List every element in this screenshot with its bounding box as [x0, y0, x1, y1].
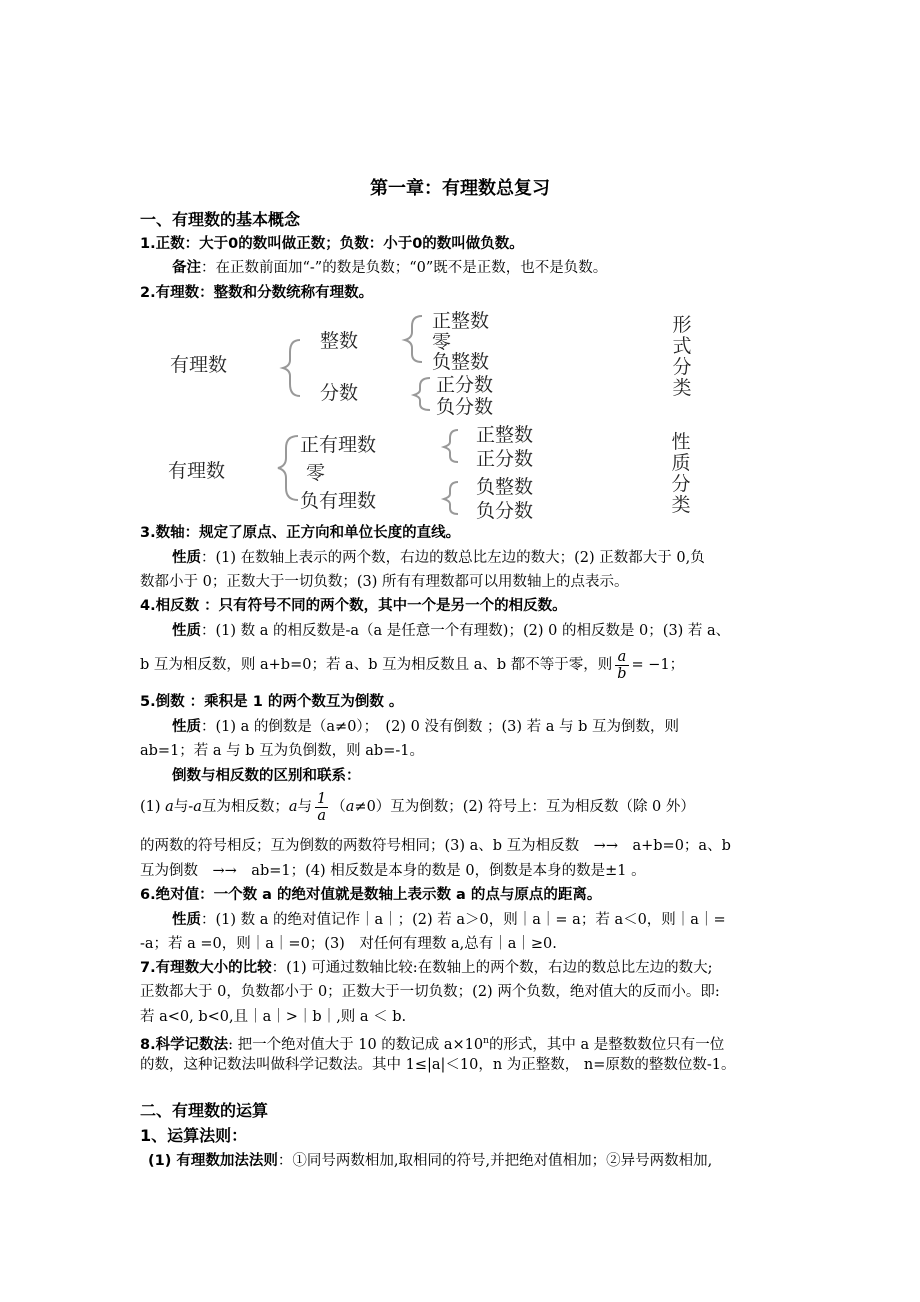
text: 规定了原点、正方向和单位长度的直线。: [199, 525, 461, 541]
difference-line-2: 的两数的符号相反；互为倒数的两数符号相同；(3) a、b 互为相反数 →→ a+b=0；a、b: [140, 838, 731, 854]
label: 4.相反数 ：: [140, 598, 219, 614]
difference-line-1: [140, 790, 695, 824]
label: 3.数轴：: [140, 525, 200, 541]
text: : 把一个绝对值大于 10 的数记成 a×10: [228, 1036, 484, 1053]
fraction-a-over-b: [615, 649, 628, 682]
comparison-line-3: 若 a<0, b<0,且｜a｜>｜b｜,则 a ＜ b.: [140, 1009, 407, 1025]
diagram2-zero: 零: [306, 462, 326, 484]
number-line-property-1: [172, 548, 705, 568]
diagram2-negative-rational: 负有理数: [300, 490, 377, 512]
label: 6.绝对值：: [140, 887, 214, 903]
text: 与-: [173, 799, 194, 815]
var-a: a: [165, 799, 174, 815]
denominator: b: [617, 665, 627, 682]
denominator: a: [317, 807, 326, 824]
comparison-line-2: 正数都大于 0，负数都小于 0；正数大于一切负数；(2) 两个负数，绝对值大的反而小。即:: [140, 984, 720, 1000]
diagram1-side-label: 形式分类: [672, 314, 692, 399]
property-text: b 互为相反数，则 a+b=0；若 a、b 互为相反数且 a、b 都不等于零，则: [140, 657, 613, 673]
label: 8.科学记数法: [140, 1036, 229, 1053]
number-line-property-2: 数都小于 0；正数大于一切负数；(3) 所有有理数都可以用数轴上的点表示。: [140, 574, 629, 590]
text: 与: [297, 799, 313, 815]
difference-line-3: 互为倒数 →→ ab=1；(4) 相反数是本身的数是 0，倒数是本身的数是±1 。: [140, 863, 646, 879]
property-label: 性质: [172, 912, 201, 928]
paragraph-scientific-notation: [140, 1031, 724, 1055]
exponent: n: [483, 1036, 489, 1046]
opposite-property-1: [172, 621, 730, 641]
property-label: 性质: [172, 550, 201, 566]
numerator: a: [615, 649, 628, 666]
text: 乘积是 1 的两个数互为倒数 。: [204, 694, 404, 710]
diagram2-positive-integer: 正整数: [476, 424, 534, 446]
text: ：(1) 可通过数轴比较:在数轴上的两个数，右边的数总比左边的数大;: [271, 960, 713, 976]
absolute-property-2: -a；若 a =0，则｜a｜=0；(3) 对任何有理数 a,总有｜a｜≥0.: [140, 936, 557, 952]
label: (1) 有理数加法法则: [148, 1153, 278, 1169]
paragraph-comparison: [140, 958, 713, 978]
diagram1-fraction: 分数: [320, 382, 359, 404]
diagram2-positive-rational: 正有理数: [300, 434, 377, 456]
diagram1-negative-integer: 负整数: [432, 351, 490, 373]
section2-heading: 二、有理数的运算: [140, 1101, 269, 1120]
diagram1-negative-fraction: 负分数: [436, 396, 494, 418]
diagram1-integer: 整数: [320, 330, 359, 352]
paragraph-absolute-value: [140, 885, 601, 905]
section1-heading: 一、有理数的基本概念: [140, 210, 301, 229]
var-a: a: [288, 799, 298, 815]
property-label: 性质: [172, 623, 201, 639]
text: 的形式，其中 a 是整数数位只有一位: [488, 1036, 725, 1053]
opposite-property-2: [140, 648, 684, 682]
paragraph-opposite-numbers: [140, 596, 567, 616]
text: （: [331, 799, 346, 815]
text: ：①同号两数相加,取相同的符号,并把绝对值相加；②异号两数相加,: [277, 1153, 713, 1169]
label: 2.有理数：: [140, 285, 214, 301]
text: (1): [140, 799, 166, 815]
label: 5.倒数 ：: [140, 694, 205, 710]
difference-heading: 倒数与相反数的区别和联系：: [172, 768, 361, 784]
var-a: a: [193, 799, 202, 815]
text: 只有符号不同的两个数，其中一个是另一个的相反数。: [218, 598, 567, 614]
property-text: ：(1) 在数轴上表示的两个数，右边的数总比左边的数大；(2) 正数都大于 0,负: [201, 550, 705, 566]
diagram2-root: 有理数: [168, 460, 226, 482]
diagram2-braces: [0, 0, 920, 520]
diagram1-zero: 零: [432, 331, 452, 353]
note-label: 备注: [172, 260, 201, 276]
fraction-one-over-a: [315, 791, 328, 824]
property-text: ：(1) 数 a 的绝对值记作｜a｜；(2) 若 a＞0，则｜a｜= a；若 a＜0，则｜a｜=: [201, 912, 726, 928]
diagram1-positive-integer: 正整数: [432, 310, 490, 332]
fraction-tail: = −1；: [631, 657, 685, 673]
property-label: 性质: [172, 719, 201, 735]
operation-rules-heading: 1、运算法则：: [140, 1126, 248, 1145]
addition-rule-line: [148, 1151, 712, 1171]
label: 7.有理数大小的比较: [140, 960, 272, 976]
paragraph-number-line: [140, 523, 460, 543]
chapter-title: 第一章：有理数总复习: [370, 178, 550, 199]
diagram1-positive-fraction: 正分数: [436, 374, 494, 396]
reciprocal-property-1: [172, 717, 679, 737]
numerator: 1: [317, 790, 327, 807]
reciprocal-property-2: ab=1；若 a 与 b 互为负倒数，则 ab=-1。: [140, 743, 424, 759]
text: 整数和分数统称有理数。: [213, 285, 374, 301]
diagram2-side-label: 性质分类: [671, 431, 691, 516]
property-text: ：(1) a 的倒数是（a≠0）； (2) 0 没有倒数 ；(3) 若 a 与 b 互为倒数，则: [201, 719, 680, 735]
diagram2-positive-fraction: 正分数: [476, 448, 534, 470]
note-text: ：在正数前面加“-”的数是负数；“0”既不是正数，也不是负数。: [201, 260, 608, 276]
absolute-property-1: [172, 910, 726, 930]
text: 互为相反数；: [201, 799, 289, 815]
paragraph-reciprocal: [140, 692, 403, 712]
text: 一个数 a 的绝对值就是数轴上表示数 a 的点与原点的距离。: [213, 887, 602, 903]
property-text: ：(1) 数 a 的相反数是-a（a 是任意一个有理数)；(2) 0 的相反数是 0；(3) 若 a、: [201, 623, 731, 639]
var-a: a: [345, 799, 355, 815]
diagram1-root: 有理数: [170, 354, 228, 376]
diagram2-negative-integer: 负整数: [476, 476, 534, 498]
scientific-notation-line-2: 的数，这种记数法叫做科学记数法。其中 1≤|a|＜10，n 为正整数， n=原数的整数位数-1。: [140, 1057, 736, 1073]
label: 1.正数：: [140, 236, 200, 252]
diagram2-negative-fraction: 负分数: [476, 500, 534, 522]
text: ≠0）互为倒数；(2) 符号上：互为相反数（除 0 外）: [354, 799, 695, 815]
text: 大于0的数叫做正数；负数：小于0的数叫做负数。: [199, 236, 524, 252]
